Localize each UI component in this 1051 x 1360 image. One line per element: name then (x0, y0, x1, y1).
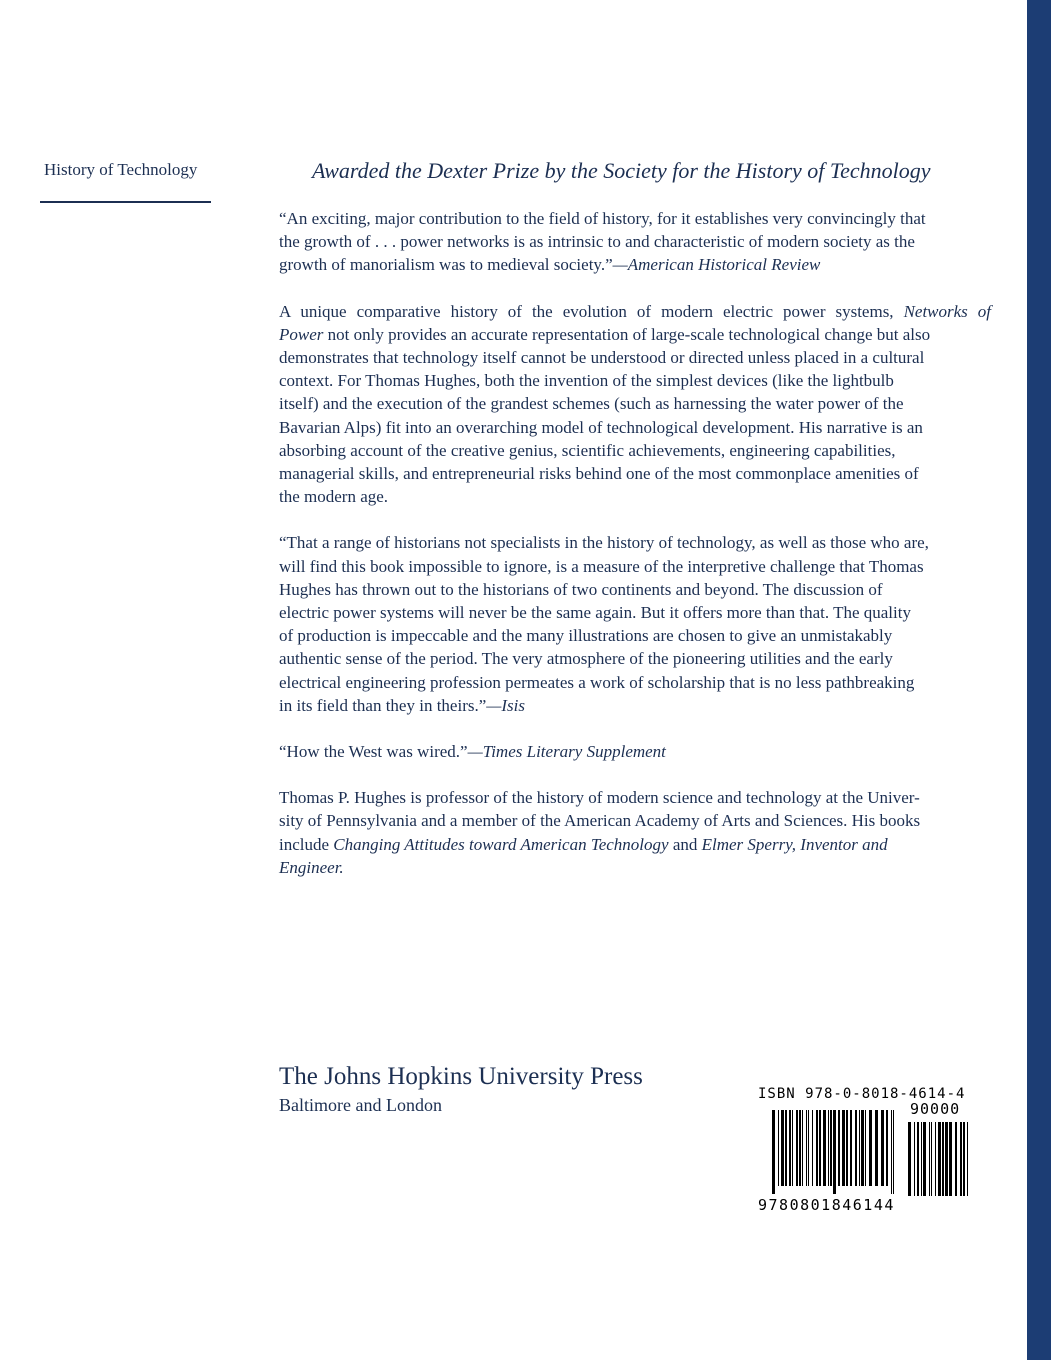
back-cover-copy (279, 207, 991, 902)
barcode-bar (955, 1122, 957, 1196)
barcode-addon-digits: 90000 (910, 1100, 961, 1118)
barcode-bar (881, 1110, 884, 1186)
barcode-bar (949, 1122, 952, 1196)
review-tls (279, 740, 991, 763)
barcode-bar (816, 1110, 818, 1186)
review-line: electrical engineering profession permeates a work of scholarship that is no less pathbreaking (279, 672, 915, 692)
book-description (279, 300, 991, 509)
barcode-bar (842, 1110, 845, 1186)
review-line: the growth of . . . power networks is as intrinsic to and characteristic of modern society as the (279, 232, 915, 252)
barcode-bar (792, 1110, 793, 1186)
barcode-bar (823, 1110, 826, 1186)
award-heading: Awarded the Dexter Prize by the Society for the History of Technology (312, 158, 931, 183)
book-title: Networks of (903, 301, 991, 321)
review-quote: “How the West was wired.” (279, 742, 468, 762)
barcode-bar (875, 1110, 878, 1186)
book-title: Changing Attitudes toward American Technology (333, 834, 669, 854)
barcode-bar (942, 1122, 944, 1196)
description-line: absorbing account of the creative genius, scientific achievements, engineering capabilities, (279, 440, 896, 460)
review-source: —Times Literary Supplement (467, 742, 666, 762)
barcode-bar (808, 1110, 809, 1186)
addon-bars (908, 1122, 968, 1196)
barcode-bar (929, 1122, 930, 1196)
category-divider (40, 201, 211, 203)
description-line: A unique comparative history of the evolution of modern electric power systems, (279, 301, 894, 321)
barcode-bar (893, 1110, 894, 1194)
review-line: growth of manorialism was to medieval society.” (279, 255, 613, 275)
barcode-bar (931, 1122, 932, 1196)
barcode-bar (859, 1110, 860, 1186)
review-line: will find this book impossible to ignore, is a measure of the interpretive challenge that Thomas (279, 556, 924, 576)
barcode-bar (914, 1122, 915, 1196)
barcode-bar (781, 1110, 784, 1186)
barcode-bar (886, 1110, 888, 1186)
barcode-bar (850, 1110, 852, 1186)
ean13-bars (772, 1110, 894, 1194)
review-line: Hughes has thrown out to the historians of two continents and beyond. The discussion of (279, 579, 883, 599)
author-bio (279, 786, 991, 879)
barcode-bar (785, 1110, 787, 1186)
book-title: Power (279, 324, 324, 344)
barcode-bar (830, 1110, 832, 1186)
review-line: “That a range of historians not specialists in the history of technology, as well as those who are, (279, 533, 929, 553)
barcode-bar (963, 1122, 965, 1196)
barcode-bar (861, 1110, 864, 1186)
barcode-bar (938, 1122, 941, 1196)
review-isis (279, 531, 991, 717)
barcode-bar (819, 1110, 821, 1186)
isbn-label: ISBN 978-0-8018-4614-4 (758, 1086, 966, 1102)
bio-text: include (279, 834, 334, 854)
barcode-bar (778, 1110, 779, 1186)
description-line: Bavarian Alps) fit into an overarching model of technological development. His narrative is an (279, 417, 923, 437)
bio-text: and (668, 834, 702, 854)
book-title: Elmer Sperry, Inventor and (701, 834, 888, 854)
review-american-historical (279, 207, 991, 277)
spine-color-bar (1027, 0, 1051, 1360)
barcode-bar (865, 1110, 866, 1186)
barcode-bar (796, 1110, 798, 1186)
barcode-bar (908, 1122, 911, 1196)
barcode-bar (802, 1110, 803, 1186)
description-line: itself) and the execution of the grandest schemes (such as harnessing the water power of the (279, 394, 904, 414)
barcode-bar (789, 1110, 791, 1186)
category-label: History of Technology (44, 160, 198, 179)
review-source: —American Historical Review (612, 255, 821, 275)
barcode-bar (799, 1110, 801, 1186)
bio-line: Thomas P. Hughes is professor of the history of modern science and technology at the Univer- (279, 788, 920, 808)
description-line: not only provides an accurate representation of large-scale technological change but also (323, 324, 931, 344)
barcode-bar (917, 1122, 919, 1196)
barcode-bar (967, 1122, 968, 1196)
review-source: —Isis (486, 695, 525, 715)
barcode-bar (772, 1110, 775, 1194)
description-line: demonstrates that technology itself cannot be understood or directed unless placed in a cultural (279, 348, 925, 368)
barcode-bar (846, 1110, 848, 1186)
barcode-bar (838, 1110, 840, 1186)
ean-digits: 9780801846144 (758, 1196, 895, 1214)
barcode-bar (945, 1122, 948, 1196)
barcode-bar (855, 1110, 857, 1186)
barcode-bar (891, 1110, 892, 1194)
description-line: managerial skills, and entrepreneurial risks behind one of the most commonplace amenities of (279, 464, 919, 484)
publisher-location: Baltimore and London (279, 1095, 442, 1115)
bio-line: sity of Pennsylvania and a member of the American Academy of Arts and Sciences. His books (279, 811, 921, 831)
barcode-bar (833, 1110, 836, 1194)
review-line: “An exciting, major contribution to the field of history, for it establishes very convincingly that (279, 209, 926, 228)
barcode-bar (869, 1110, 872, 1186)
review-line: electric power systems will never be the same again. But it offers more than that. The quality (279, 603, 911, 623)
barcode-bar (806, 1110, 807, 1186)
barcode-bar (923, 1122, 926, 1196)
review-line: in its field than they in theirs.” (279, 695, 487, 715)
barcode-bar (935, 1122, 936, 1196)
description-line: context. For Thomas Hughes, both the invention of the simplest devices (like the lightbulb (279, 371, 894, 391)
isbn-barcode (756, 1110, 976, 1214)
publisher-name: The Johns Hopkins University Press (279, 1063, 643, 1090)
barcode-bar (828, 1110, 829, 1186)
review-line: of production is impeccable and the many illustrations are chosen to give an unmistakably (279, 626, 893, 646)
barcode-bar (812, 1110, 813, 1186)
barcode-bar (921, 1122, 922, 1196)
barcode-bar (960, 1122, 962, 1196)
description-line: the modern age. (279, 487, 389, 507)
book-title: Engineer. (279, 857, 344, 877)
review-line: authentic sense of the period. The very atmosphere of the pioneering utilities and the early (279, 649, 893, 669)
